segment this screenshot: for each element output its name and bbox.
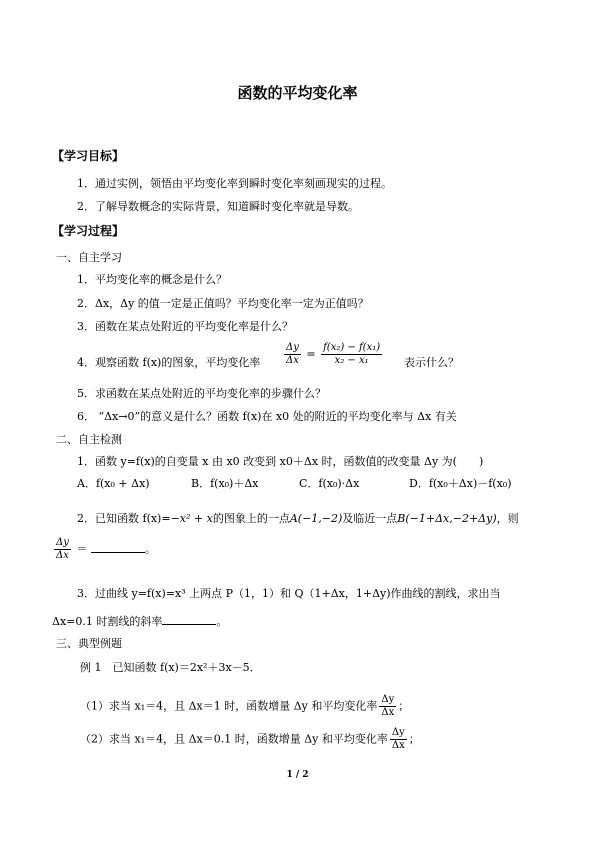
- delta-fraction: $\frac{\Delta y}{\Delta x}$: [286, 342, 299, 366]
- part1-q3: 3．函数在某点处附近的平均变化率是什么？: [77, 320, 293, 333]
- example-1: 例 1 已知函数 f(x)＝2x²＋3x－5．: [80, 661, 261, 674]
- part2-q1: 1．函数 y=f(x)的自变量 x 由 x0 改变到 x0＋Δx 时，函数值的改变量 Δy 为( ): [77, 455, 484, 468]
- part1-q4-suffix: 表示什么？: [404, 356, 459, 369]
- option-a: A．f(x₀ + Δx): [77, 477, 150, 490]
- process-header: 【学习过程】: [52, 224, 125, 238]
- part1-q1: 1．平均变化率的概念是什么？: [77, 273, 227, 286]
- option-b: B．f(x₀)＋Δx: [191, 477, 259, 490]
- q2-answer-blank[interactable]: [91, 542, 145, 553]
- part2-q3-line1: 3．过曲线 y=f(x)=x³ 上两点 P（1，1）和 Q（1+Δx，1+Δy)作曲线的割线，求出当: [77, 587, 501, 600]
- part3-header: 三、典型例题: [56, 637, 122, 650]
- example-1-part-2: （2）求当 x₁＝4，且 Δx＝0.1 时，函数增量 Δy 和平均变化率 $\frac{\Delta y}{\Delta x}$ ；: [80, 727, 420, 751]
- part1-q4-prefix: 4．观察函数 f(x)的图象，平均变化率: [77, 356, 261, 369]
- part1-q5: 5．求函数在某点处附近的平均变化率的步骤什么？: [77, 387, 326, 400]
- goal-2: 2．了解导数概念的实际背景，知道瞬时变化率就是导数。: [77, 200, 359, 213]
- option-c: C．f(x₀)·Δx: [299, 477, 360, 490]
- q2-fraction: $\frac{\Delta y}{\Delta x}$: [56, 537, 69, 561]
- goal-1: 1．通过实例，领悟由平均变化率到瞬时变化率刻画现实的过程。: [77, 177, 392, 190]
- page-title: 函数的平均变化率: [237, 84, 358, 102]
- goals-header: 【学习目标】: [52, 149, 125, 163]
- part1-q6: 6． “Δx→0”的意义是什么？函数 f(x)在 x0 处的附近的平均变化率与 Δx 有关: [77, 410, 457, 423]
- part1-header: 一、自主学习: [56, 251, 122, 264]
- s1-fraction: $\frac{\Delta y}{\Delta x}$: [381, 694, 395, 718]
- part2-header: 二、自主检测: [56, 433, 122, 446]
- difference-quotient: $\frac{\text{f(x₂) − f(x₁)}}{\text{x₂ − x₁}}$: [323, 342, 381, 366]
- example-1-part-1: （1）求当 x₁＝4，且 Δx＝1 时，函数增量 Δy 和平均变化率 $\frac{\Delta y}{\Delta x}$ ；: [80, 694, 410, 718]
- s2-fraction: $\frac{\Delta y}{\Delta x}$: [391, 727, 405, 751]
- part1-q4-formula: $\frac{\Delta y}{\Delta x}$ = $\frac{\text{f(x₂) − f(x₁)}}{\text{x₂ − x₁}}$: [286, 342, 381, 366]
- q3-answer-blank[interactable]: [162, 614, 216, 625]
- part2-q3-line2: Δx=0.1 时割线的斜率 。: [52, 615, 228, 628]
- part2-q2-answer: $\frac{\Delta y}{\Delta x}$ ＝ 。: [56, 537, 156, 561]
- part2-q2: 2．已知函数 f(x)=−x² + x的图象上的一点A(−1,−2)及临近一点B(−1+Δx,−2+Δy)，则: [77, 512, 519, 525]
- option-d: D．f(x₀＋Δx)－f(x₀): [409, 477, 512, 490]
- page-number: 1 / 2: [286, 770, 309, 780]
- part1-q2: 2．Δx，Δy 的值一定是正值吗？平均变化率一定为正值吗？: [77, 297, 369, 310]
